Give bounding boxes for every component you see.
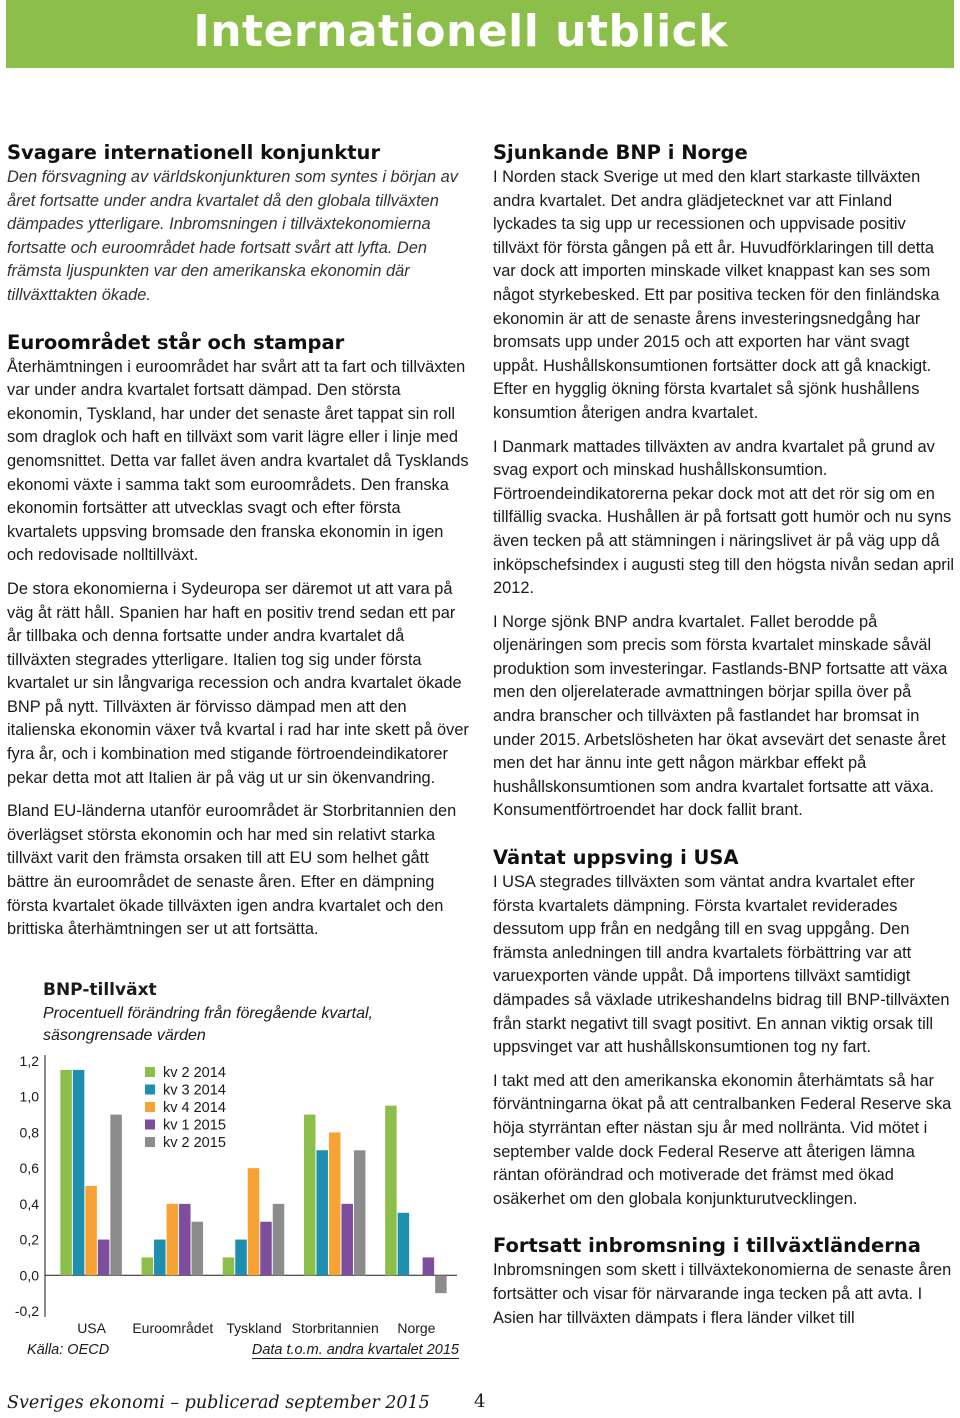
y-tick-label: 0,8: [19, 1124, 39, 1141]
y-tick-label: 0,6: [19, 1160, 39, 1177]
left-column: [7, 140, 469, 942]
bar: [385, 1106, 397, 1276]
paragraph: Återhämtningen i euroområdet har svårt att ta fart och tillväxten var under andra kvartalet fortsatt dämpad. Den största ekonomin, Tyskland, har under det senaste året tappat sin roll som draglok och haft en tillväxt som varit lägre eller i linje med genomsnittet. Detta var fallet även andra kvartalet då Tysklands ekonomi växte i samma takt som euroområdets. Den franska ekonomin fortsätter att utvecklas svagt och efter första kvartalets uppsving bromsade den franska ekonomin in igen och redovisade nolltillväxt.: [7, 357, 469, 565]
bar: [192, 1222, 204, 1276]
x-category-label: USA: [77, 1320, 106, 1336]
heading-tillvaxtlanderna: Fortsatt inbromsning i tillväxtländerna: [493, 1234, 921, 1258]
bar: [248, 1168, 260, 1275]
paragraph: Bland EU-länderna utanför euroområdet är Storbritannien den överlägset största ekonomin och har med sin relativt starka tillväxt varit den främsta orsaken till att EU som helhet gått bättre än euroområdet de senaste åren. Efter en dämpning första kvartalet ökade tillväxten igen andra kvartalet och den brittiska återhämtningen ser ut att fortsätta.: [7, 802, 457, 939]
bar: [316, 1150, 328, 1275]
gdp-chart: [7, 978, 462, 1370]
bar: [435, 1275, 447, 1293]
lead-paragraph: Den försvagning av världskonjunkturen som syntes i början av året fortsatte under andra kvartalet då den globala tillväxten dämpades ytterligare. Inbromsningen i tillväxtekonomierna fortsatte och euroområdet hade fortsatt svårt att lyfta. Den främsta ljuspunkten var den amerikanska ekonomin där tillväxttakten ökade.: [7, 168, 458, 304]
chart-title: BNP-tillväxt: [43, 980, 157, 1000]
y-tick-label: 0,4: [19, 1195, 39, 1212]
bar: [398, 1213, 410, 1275]
bar: [85, 1186, 97, 1275]
paragraph: I USA stegrades tillväxten som väntat andra kvartalet efter första kvartalets dämpning. Första kvartalet reviderades dessutom upp från en nedgång till en svag uppgång. Den främsta anledningen till andra kvartalets förbättring var att varuexporten vände uppåt. Då importens tillväxt samtidigt dämpades så växlade utrikeshandelns bidrag till BNP-tillväxten från starkt negativt till svagt positivt. En annan viktig orsak till uppsvinget var att hushållskonsumtionen tog ny fart.: [493, 873, 950, 1057]
legend-label: kv 2 2014: [163, 1065, 226, 1081]
bar: [223, 1257, 235, 1275]
page-number: 4: [474, 1391, 486, 1412]
legend-swatch: [145, 1137, 155, 1147]
paragraph: I takt med att den amerikanska ekonomin återhämtats så har förväntningarna ökat på att centralbanken Federal Reserve ska höja styrräntan efter nästan sju år med nollränta. Vid mötet i september valde dock Federal Reserve att återigen lämna räntan oförändrad och motiverade det främst med ökad osäkerhet om den globala konjunkturutvecklingen.: [493, 1071, 952, 1208]
bar: [341, 1204, 353, 1275]
y-tick-label: 0,0: [19, 1267, 39, 1284]
chart-subtitle: Procentuell förändring från föregående kvartal, säsongrensade värden: [43, 1005, 373, 1044]
heading-svagare: Svagare internationell konjunktur: [7, 141, 381, 164]
legend-label: kv 1 2015: [163, 1117, 226, 1134]
y-tick-label: 0,2: [19, 1231, 39, 1248]
paragraph: Inbromsningen som skett i tillväxtekonomierna de senaste åren fortsätter och visar för närvarande inga tecken på att avta. I Asien har tillväxten dämpats i flera länder vilket till: [493, 1261, 952, 1327]
legend-swatch: [145, 1102, 155, 1112]
bar: [73, 1070, 85, 1275]
bar: [273, 1204, 285, 1275]
bar: [142, 1257, 154, 1275]
bar: [179, 1204, 191, 1275]
footer-text: Sveriges ekonomi – publicerad september 2015: [7, 1393, 430, 1413]
right-column: [493, 140, 955, 1330]
legend-swatch: [145, 1120, 155, 1130]
chart-source: Källa: OECD: [27, 1342, 110, 1358]
heading-euroomradet: Euroområdet står och stampar: [7, 330, 345, 354]
y-tick-label: 1,0: [19, 1088, 39, 1105]
bar: [304, 1115, 316, 1276]
paragraph: De stora ekonomierna i Sydeuropa ser däremot ut att vara på väg åt rätt håll. Spanien har haft en positiv trend sedan ett par år tillbaka och denna fortsatte under andra kvartalet då tillväxten stegrades ytterligare. Italien tog sig under första kvartalet ur sin långvariga recession och andra kvartalet ökade BNP på nytt. Tillväxten är förvisso dämpad men att den italienska ekonomin växer två kvartal i rad har inte skett på över fyra år, och i kombination med stigande förtroendeindikatorer pekar detta mot att Italien är på väg ut ur sin ökenvandring.: [7, 579, 469, 787]
bar: [154, 1240, 166, 1276]
x-category-label: Euroområdet: [132, 1320, 214, 1336]
bar: [98, 1240, 110, 1276]
page-title: Internationell utblick: [193, 6, 728, 57]
title-banner: [6, 0, 954, 68]
bar: [235, 1240, 247, 1276]
y-tick-label: 1,2: [19, 1053, 39, 1069]
legend-label: kv 2 2015: [163, 1135, 226, 1151]
bar: [329, 1132, 341, 1275]
bar: [60, 1070, 72, 1275]
bar: [260, 1222, 272, 1276]
paragraph: I Danmark mattades tillväxten av andra kvartalet på grund av svag export och minskad hushållskonsumtion. Förtroendeindikatorerna pekar dock mot att det rör sig om en tillfällig svacka. Hushållen är på fortsatt gott humör och nu syns även tecken på att stämningen i näringslivet är på väg upp då inköpschefsindex i augusti steg till den högsta nivån sedan april 2012.: [493, 437, 955, 598]
y-tick-label: -0,2: [14, 1303, 39, 1319]
bar: [110, 1115, 122, 1276]
x-category-label: Storbritannien: [291, 1320, 379, 1336]
heading-usa: Väntat uppsving i USA: [493, 846, 739, 870]
x-category-label: Tyskland: [226, 1320, 282, 1336]
legend-label: kv 3 2014: [163, 1082, 226, 1099]
paragraph: I Norden stack Sverige ut med den klart starkaste tillväxten andra kvartalet. Det andra glädjetecknet var att Finland lyckades ta sig upp ur recessionen och uppvisade positiv tillväxt för första gången på ett år. Huvudförklaringen till detta var dock att importen minskade vilket knappast kan ses som något styrkebesked. Ett par positiva tecken för den finländska ekonomin är att de senaste årens investeringsnedgång har bromsats upp under 2015 och att exporten har vänt svagt uppåt. Hushållskonsumtionen fortsätter dock att gå knackigt. Efter en hygglig ökning första kvartalet så sjönk hushållens konsumtion återigen andra kvartalet.: [493, 168, 940, 422]
chart-plot: [7, 978, 462, 1370]
chart-note: Data t.o.m. andra kvartalet 2015: [251, 1342, 459, 1358]
x-category-label: Norge: [397, 1320, 436, 1336]
legend-swatch: [145, 1067, 155, 1077]
paragraph: I Norge sjönk BNP andra kvartalet. Fallet berodde på oljenäringen som precis som första kvartalet minskade såväl produktion som investeringar. Fastlands-BNP fortsatte att växa men den oljerelaterade avmattningen börjar spilla över på andra branscher och tillväxten på fastlandet har bromsat in under 2015. Arbetslösheten har ökat avsevärt det senaste året men det har ännu inte gett någon märkbar effekt på hushållskonsumtionen som andra kvartalet fortsatte att växa. Konsumentförtroendet har dock fallit brant.: [493, 612, 948, 820]
legend-swatch: [145, 1085, 155, 1095]
bar: [354, 1150, 366, 1275]
heading-norge: Sjunkande BNP i Norge: [493, 141, 748, 164]
legend-label: kv 4 2014: [163, 1100, 226, 1116]
bar: [423, 1257, 435, 1275]
bar: [167, 1204, 179, 1275]
